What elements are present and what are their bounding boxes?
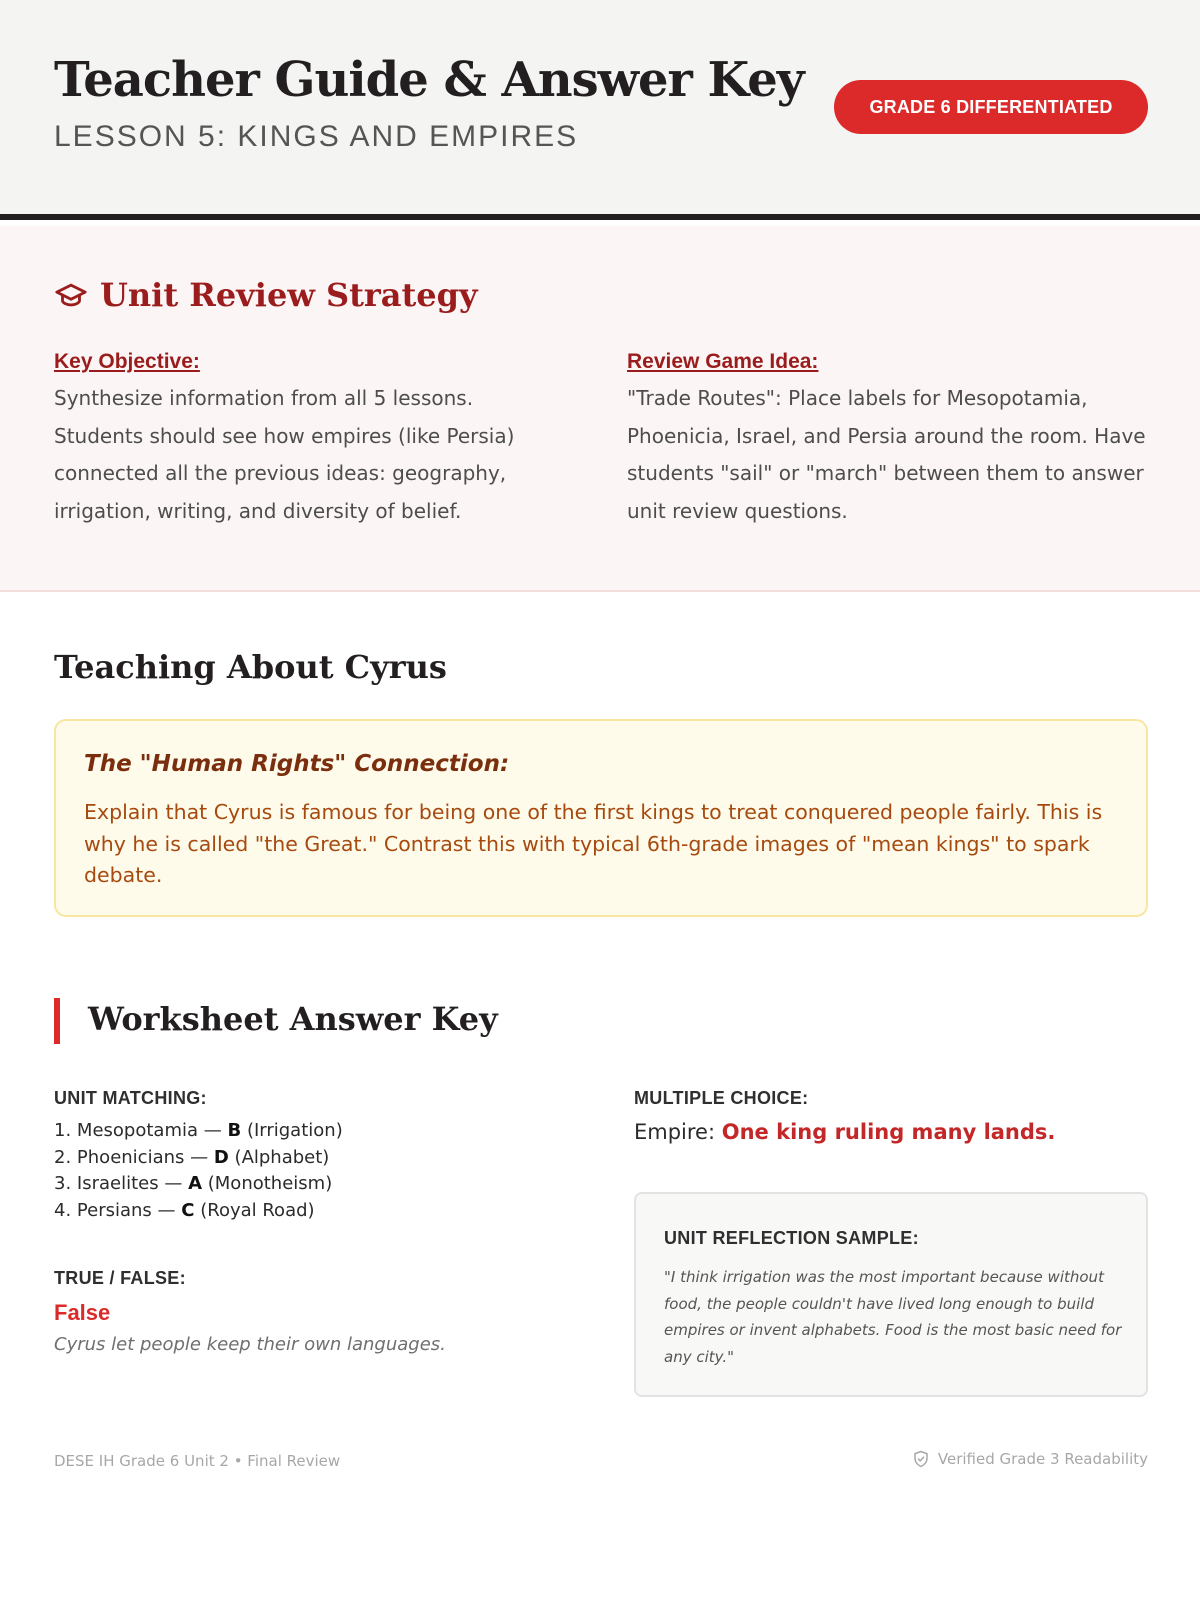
key-objective-text: Synthesize information from all 5 lessons. Students should see how empires (like Persia) connected all the previous ideas: geography, irrigation, writing, and diversity of belief.	[54, 386, 515, 523]
reflection-text: "I think irrigation was the most important because without food, the people couldn't have lived long enough to build empires or invent alphabets. Food is the most basic need for any city."	[664, 1268, 1122, 1366]
callout-title: The "Human Rights" Connection:	[84, 751, 510, 777]
review-game-column	[627, 350, 1157, 530]
matching-item: 1. Mesopotamia — B (Irrigation)	[54, 1120, 343, 1141]
answer-key-accent-bar	[54, 998, 60, 1044]
unit-matching-label: UNIT MATCHING:	[54, 1088, 207, 1108]
shield-check-icon	[912, 1450, 930, 1468]
human-rights-callout	[54, 719, 1148, 917]
footer-course-info: DESE IH Grade 6 Unit 2 • Final Review	[54, 1452, 341, 1470]
multiple-choice-label: MULTIPLE CHOICE:	[634, 1088, 809, 1108]
graduation-cap-icon	[54, 278, 88, 312]
strategy-heading	[54, 276, 478, 314]
reflection-sample-box	[634, 1192, 1148, 1397]
true-false-label: TRUE / FALSE:	[54, 1268, 186, 1288]
matching-item: 3. Israelites — A (Monotheism)	[54, 1173, 333, 1194]
lesson-subtitle: LESSON 5: KINGS AND EMPIRES	[54, 120, 579, 153]
mc-answer: One king ruling many lands.	[721, 1120, 1056, 1144]
mc-prefix: Empire:	[634, 1120, 716, 1144]
page-title: Teacher Guide & Answer Key	[54, 52, 804, 108]
matching-item: 4. Persians — C (Royal Road)	[54, 1199, 315, 1221]
matching-list	[54, 1118, 343, 1224]
teaching-cyrus-heading: Teaching About Cyrus	[54, 648, 447, 686]
footer-verification-text: Verified Grade 3 Readability	[937, 1450, 1148, 1468]
page-header	[0, 0, 1200, 220]
true-false-answer: False	[54, 1300, 111, 1325]
key-objective-label: Key Objective:	[54, 350, 200, 373]
multiple-choice-line	[634, 1120, 1055, 1144]
review-game-text: "Trade Routes": Place labels for Mesopotamia, Phoenicia, Israel, and Persia around the room. Have students "sail" or "march" between them to answer unit review questions.	[627, 386, 1146, 523]
key-objective-column	[54, 350, 564, 530]
review-game-label: Review Game Idea:	[627, 350, 819, 373]
strategy-heading-text: Unit Review Strategy	[100, 276, 478, 314]
grade-badge: GRADE 6 DIFFERENTIATED	[834, 80, 1148, 134]
matching-item: 2. Phoenicians — D (Alphabet)	[54, 1146, 330, 1168]
reflection-label: UNIT REFLECTION SAMPLE:	[664, 1228, 919, 1248]
callout-text: Explain that Cyrus is famous for being one of the first kings to treat conquered people fairly. This is why he is called "the Great." Contrast this with typical 6th-grade images of "mean kings" to spark debate.	[84, 800, 1103, 887]
answer-key-heading: Worksheet Answer Key	[88, 1000, 498, 1038]
footer-verification	[912, 1450, 1148, 1468]
unit-review-strategy-section	[0, 226, 1200, 592]
true-false-note: Cyrus let people keep their own languages.	[54, 1334, 446, 1355]
